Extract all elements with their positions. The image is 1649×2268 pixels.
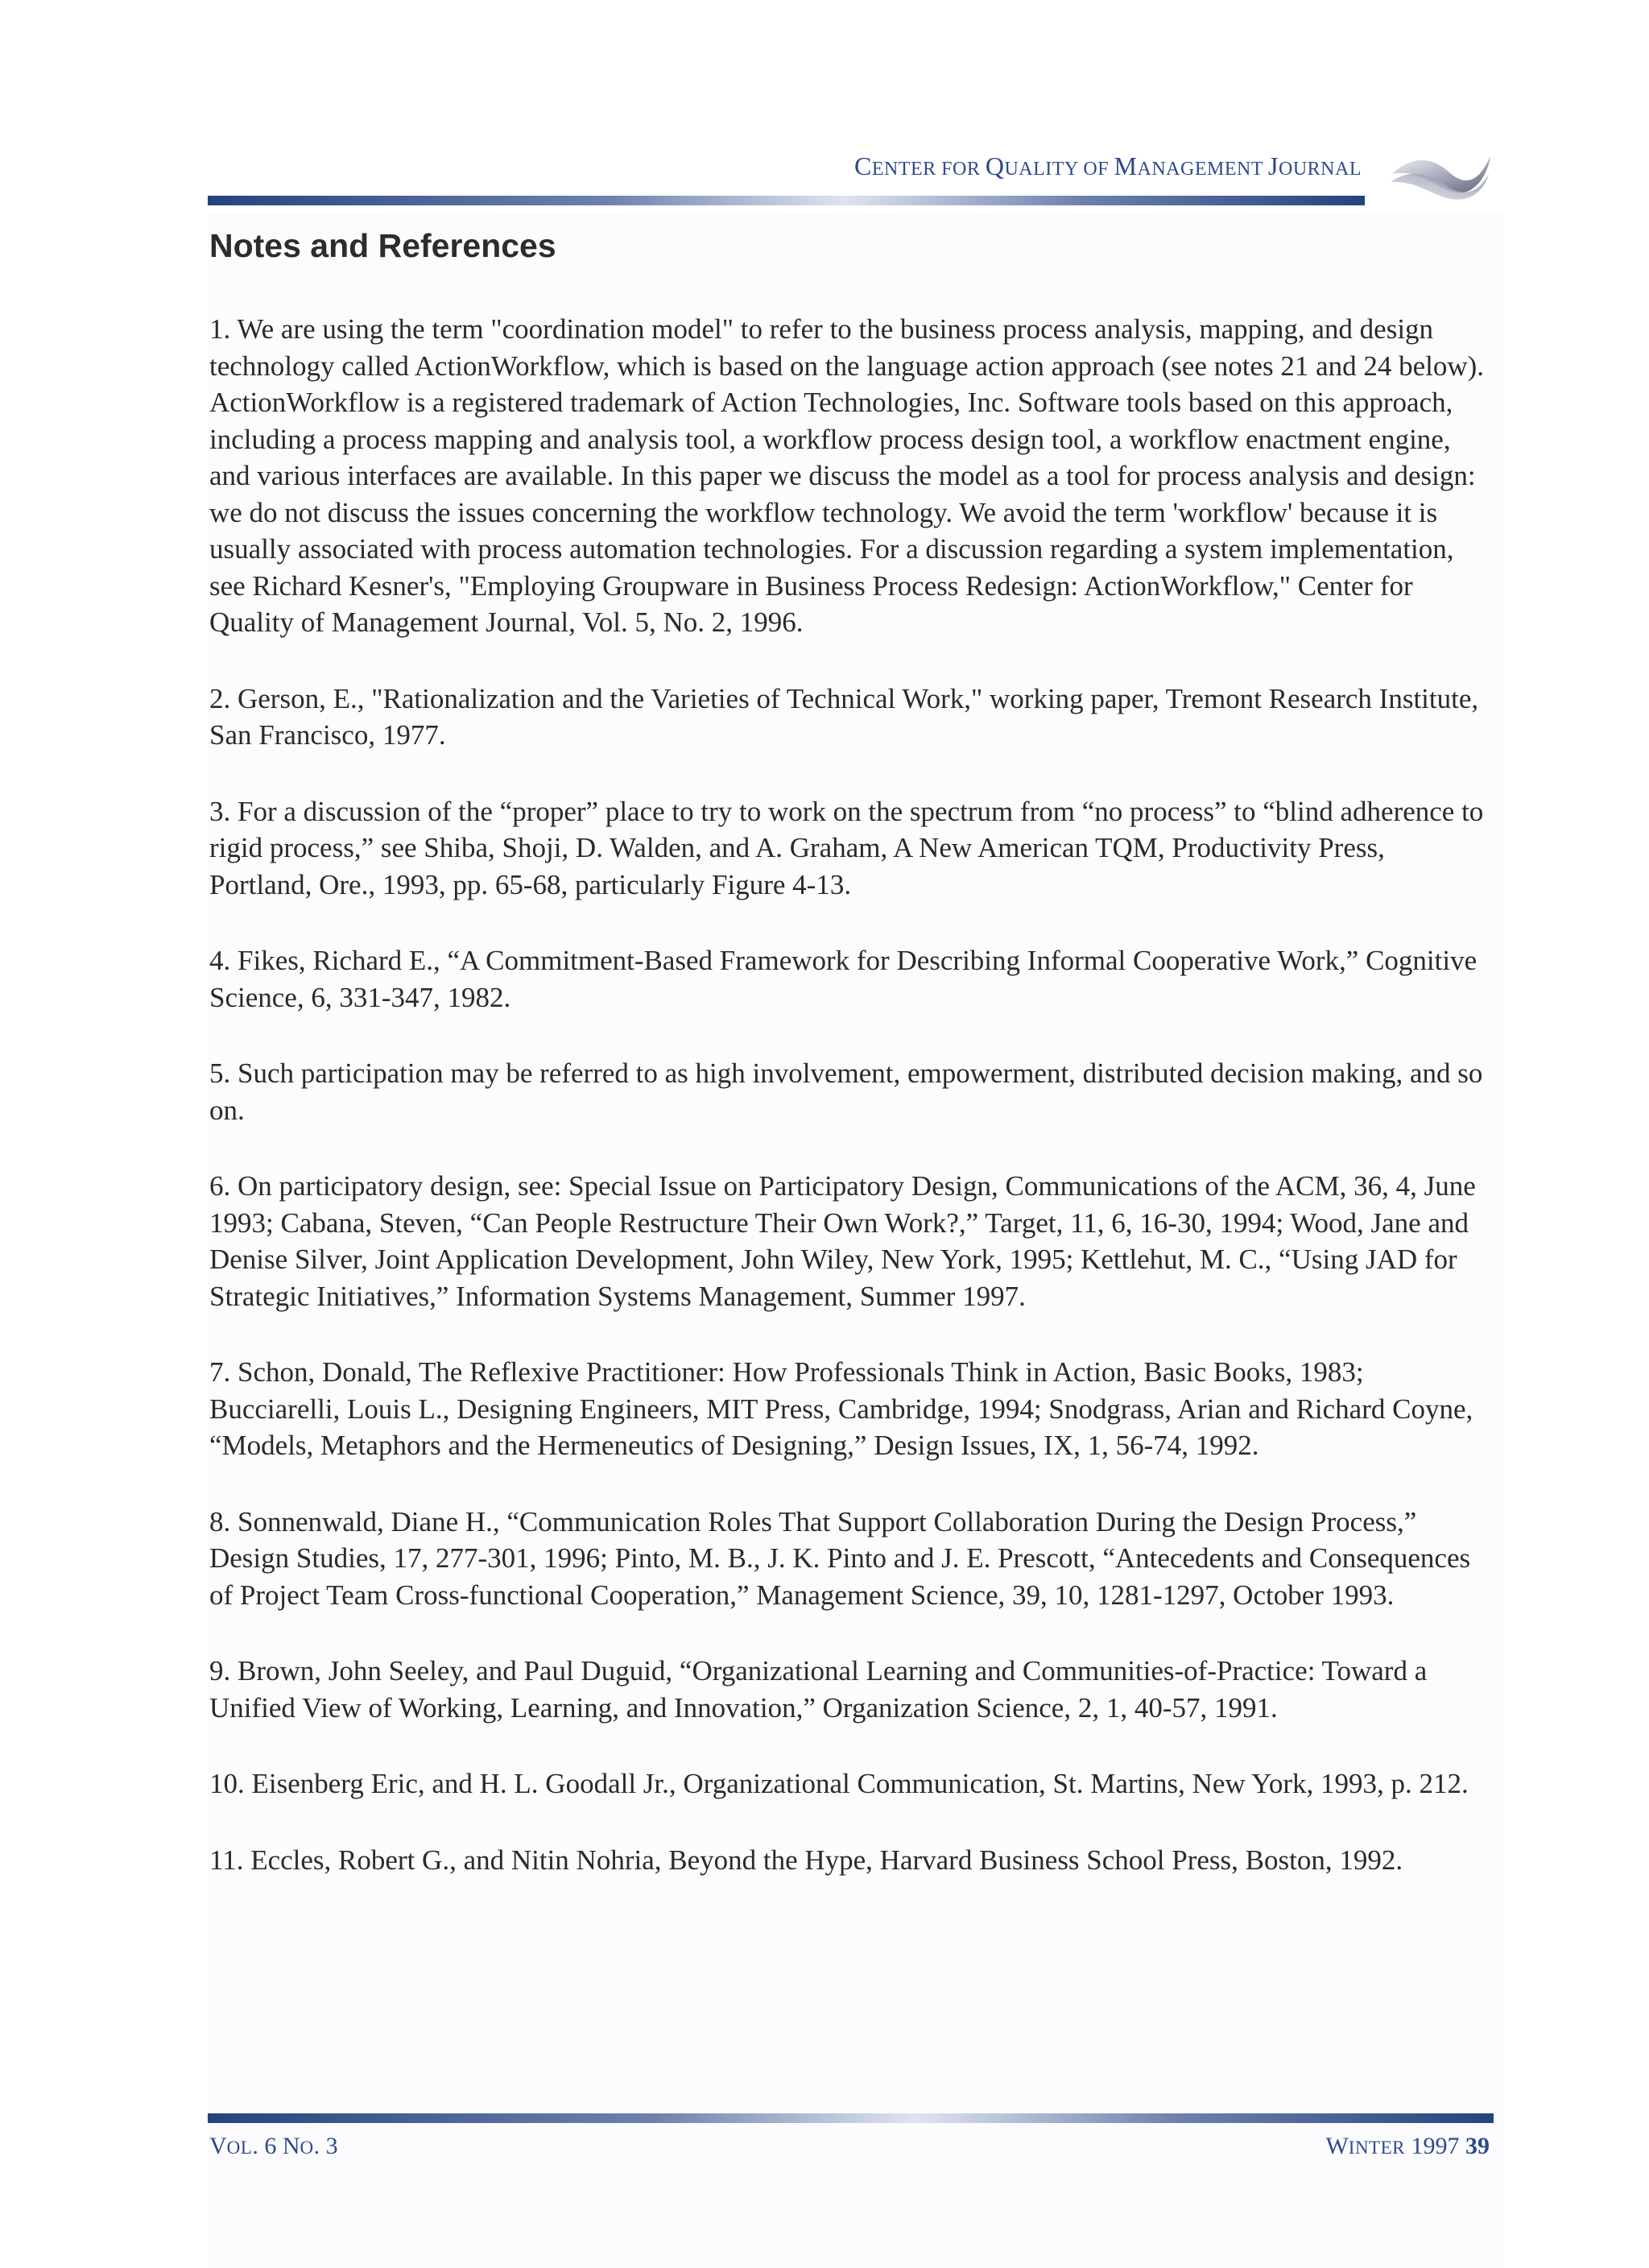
footer-volume-cap: N	[282, 2133, 300, 2159]
note-item: 8. Sonnenwald, Diane H., “Communication Roles That Support Collaboration During the Design Process,” Design Studies, 17, 277-301, 1996; Pinto, M. B., J. K. Pinto and J. E. Prescott, “Antecedents and Consequences of Project Team Cross-functional Cooperation,” Management Science, 39, 10, 1281-1297, October 1993.	[209, 1505, 1471, 1611]
footer-issue-rest: INTER	[1348, 2138, 1405, 2158]
journal-header	[854, 151, 1362, 181]
journal-header-rest: UALITY OF	[1004, 159, 1114, 180]
footer-volume-plain: . 3	[313, 2133, 338, 2159]
note-item: 11. Eccles, Robert G., and Nitin Nohria, Beyond the Hype, Harvard Business School Press, Boston, 1992.	[209, 1844, 1403, 1876]
journal-header-cap: Q	[985, 151, 1005, 180]
page-number: 39	[1465, 2133, 1490, 2159]
note-item: 4. Fikes, Richard E., “A Commitment-Based Framework for Describing Informal Cooperative Work,” Cognitive Science, 6, 331-347, 1982.	[209, 945, 1477, 1013]
section-title: Notes and References	[209, 227, 556, 264]
journal-header-cap: C	[853, 151, 872, 180]
footer-volume	[209, 2133, 338, 2160]
footer-volume-rest: O	[300, 2138, 314, 2158]
journal-header-cap: J	[1268, 151, 1279, 180]
footer-volume-rest: OL	[226, 2138, 253, 2158]
notes-list	[209, 311, 1490, 1918]
footer-volume-cap: V	[209, 2133, 227, 2159]
header-rule	[208, 196, 1365, 205]
swoosh-logo-icon	[1389, 150, 1494, 203]
footer-rule	[208, 2113, 1494, 2123]
note-item: 10. Eisenberg Eric, and H. L. Goodall Jr., Organizational Communication, St. Martins, New York, 1993, p. 212.	[209, 1768, 1469, 1799]
journal-header-rest: ANAGEMENT	[1137, 159, 1269, 180]
note-item: 9. Brown, John Seeley, and Paul Duguid, “Organizational Learning and Communities-of-Practice: Toward a Unified View of Working, Learning, and Innovation,” Organization Science, 2, 1, 40-57, 1991.	[209, 1655, 1428, 1724]
note-item: 5. Such participation may be referred to as high involvement, empowerment, distributed decision making, and so on.	[209, 1057, 1483, 1126]
journal-header-rest: ENTER FOR	[871, 159, 986, 180]
footer-issue-cap: W	[1325, 2133, 1349, 2159]
footer-issue	[1325, 2133, 1490, 2160]
note-item: 6. On participatory design, see: Special Issue on Participatory Design, Communications of the ACM, 36, 4, June 1993; Cabana, Steven, “Can People Restructure Their Own Work?,” Target, 11, 6, 16-30, 1994; Wood, Jane and Denise Silver, Joint Application Development, John Wiley, New York, 1995; Kettlehut, M. C., “Using JAD for Strategic Initiatives,” Information Systems Management, Summer 1997.	[209, 1170, 1476, 1312]
footer-issue-plain: 1997	[1405, 2133, 1465, 2159]
note-item: 3. For a discussion of the “proper” place to try to work on the spectrum from “no process” to “blind adherence to rigid process,” see Shiba, Shoji, D. Walden, and A. Graham, A New American TQM, Productivity Press, Portland, Ore., 1993, pp. 65-68, particularly Figure 4-13.	[209, 795, 1484, 900]
footer-volume-plain: . 6	[252, 2133, 283, 2159]
journal-header-rest: OURNAL	[1279, 159, 1362, 180]
journal-header-cap: M	[1114, 151, 1138, 180]
note-item: 1. We are using the term "coordination model" to refer to the business process analysis, mapping, and design technology called ActionWorkflow, which is based on the language action approach (see notes 21 and 24 below). ActionWorkflow is a registered trademark of Action Technologies, Inc. Software tools based on this approach, including a process mapping and analysis tool, a workflow process design tool, a workflow enactment engine, and various interfaces are available. In this paper we discuss the model as a tool for process analysis and design: we do not discuss the issues concerning the workflow technology. We avoid the term 'workflow' because it is usually associated with process automation technologies. For a discussion regarding a system implementation, see Richard Kesner's, "Employing Groupware in Business Process Redesign: ActionWorkflow," Center for Quality of Management Journal, Vol. 5, No. 2, 1996.	[209, 313, 1485, 638]
note-item: 2. Gerson, E., "Rationalization and the Varieties of Technical Work," working paper, Tremont Research Institute, San Francisco, 1977.	[209, 682, 1479, 751]
note-item: 7. Schon, Donald, The Reflexive Practitioner: How Professionals Think in Action, Basic Books, 1983; Bucciarelli, Louis L., Designing Engineers, MIT Press, Cambridge, 1994; Snodgrass, Arian and Richard Coyne, “Models, Metaphors and the Hermeneutics of Designing,” Design Issues, IX, 1, 56-74, 1992.	[209, 1356, 1473, 1461]
